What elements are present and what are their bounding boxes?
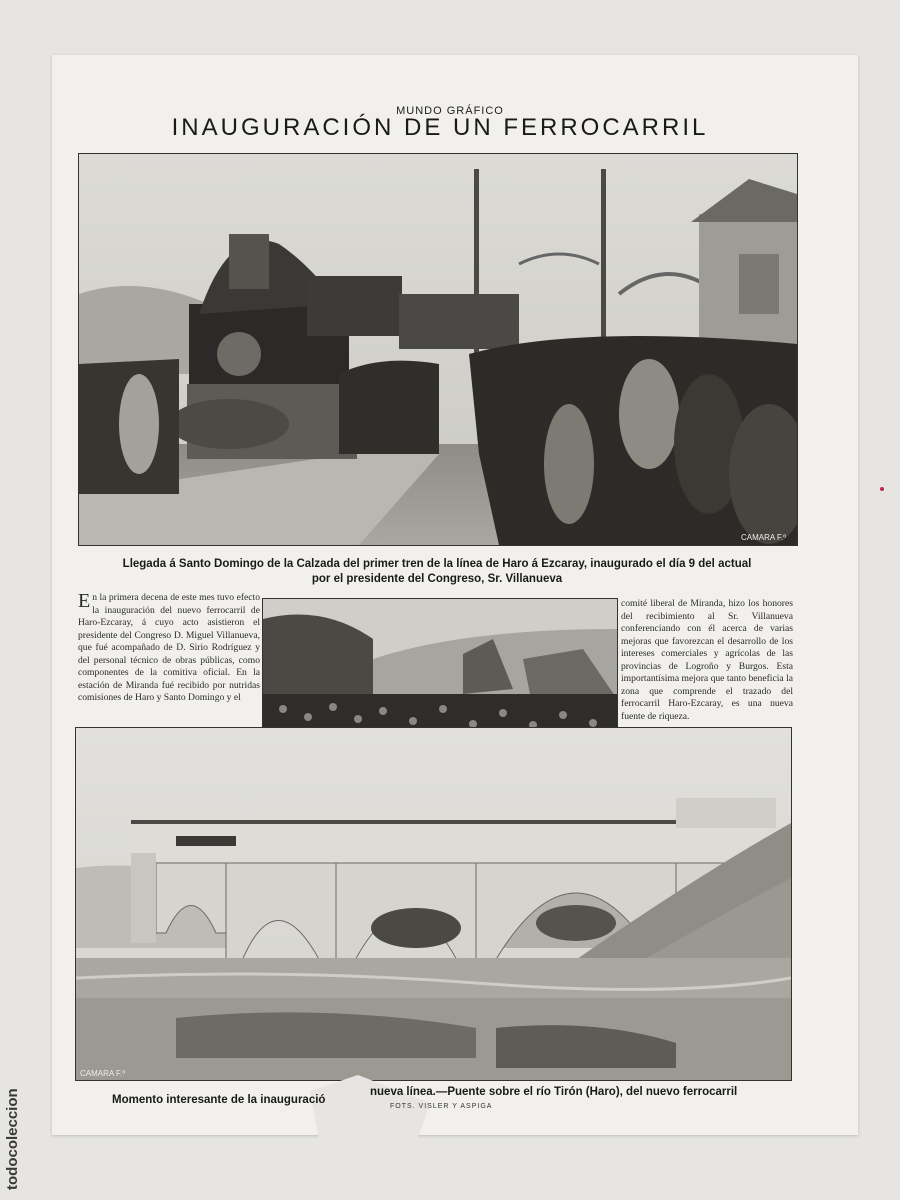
bottom-caption-right: nueva línea.—Puente sobre el río Tirón (Haro), del nuevo ferrocarril [370, 1086, 738, 1098]
article-right-text: comité liberal de Miranda, hizo los honores del recibimiento al Sr. Villanueva conferenciando con él acerca de varias mejoras que favorezcan el desarrollo de los intereses comerciales y agrícolas de las provincias de Logroño y Burgos. Esta importantísima mejora que tanto beneficia la zona que comprende el trazado del ferrocarril Haro-Ezcaray, es una nueva fuente de riqueza. [621, 598, 793, 722]
top-caption-line-1: Llegada á Santo Domingo de la Calzada del primer tren de la línea de Haro á Ezcaray, inaugurado el día 9 del actual [122, 558, 752, 570]
watermark: todocoleccion [4, 1088, 21, 1190]
masthead: MUNDO GRÁFICO [396, 105, 504, 117]
top-photo-signature: CAMARA F.º [741, 533, 787, 542]
red-mark [880, 487, 884, 491]
article-left-column [78, 592, 260, 705]
article-right-column [621, 598, 793, 723]
bottom-photo-bridge [75, 727, 792, 1081]
photo-credit: FOTS. VISLER Y ASPIGA [390, 1103, 493, 1110]
top-photo-train-arrival [78, 153, 798, 546]
article-left-text: n la primera decena de este mes tuvo efecto la inauguración del nuevo ferrocarril de Haro-Ezcaray, á cuyo acto asistieron el presidente del Congreso D. Miguel Villanueva, que fué acompañado de D. Sirio Rodríguez y del personal técnico de obras públicas, como componentes de la comitiva oficial. En la estación de Miranda fué recibido por nutridas comisiones de Haro y Santo Domingo y el [78, 592, 260, 703]
bottom-caption-left: Momento interesante de la inauguració [112, 1094, 326, 1106]
article-dropcap: E [78, 590, 91, 612]
top-caption-line-2: por el presidente del Congreso, Sr. Villanueva [311, 573, 563, 585]
top-caption [78, 557, 796, 587]
headline: INAUGURACIÓN DE UN FERROCARRIL [171, 114, 709, 141]
bottom-photo-signature: CAMARA F.º [80, 1069, 126, 1078]
